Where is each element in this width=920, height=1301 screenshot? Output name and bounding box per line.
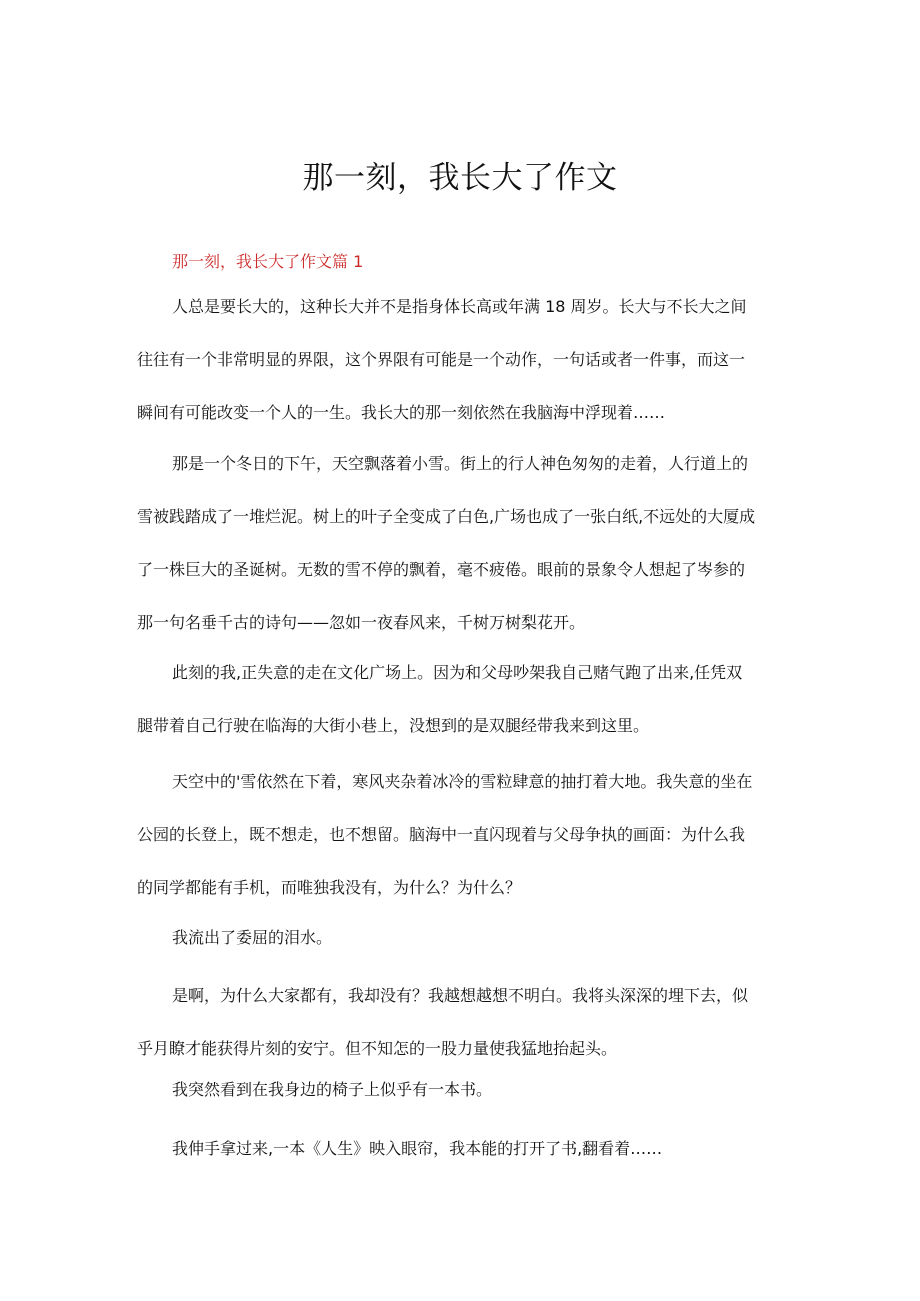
paragraph-8: [137, 1122, 787, 1175]
paragraph-6: [137, 969, 787, 1075]
paragraph-line: 我突然看到在我身边的椅子上似乎有一本书。: [172, 1080, 493, 1099]
paragraph-line: 腿带着自己行驶在临海的大街小巷上，没想到的是双腿经带我来到这里。: [137, 716, 650, 735]
paragraph-7: [137, 1063, 787, 1116]
paragraph-line: 瞬间有可能改变一个人的一生。我长大的那一刻依然在我脑海中浮现着……: [137, 403, 666, 422]
paragraph-line: 了一株巨大的圣诞树。无数的雪不停的飘着，毫不疲倦。眼前的景象令人想起了岑参的: [137, 560, 746, 579]
paragraph-3: [137, 646, 787, 752]
paragraph-line: 是啊，为什么大家都有，我却没有？我越想越想不明白。我将头深深的埋下去，似: [172, 986, 749, 1005]
paragraph-line: 我流出了委屈的泪水。: [172, 928, 333, 947]
paragraph-line: 天空中的'雪依然在下着，寒风夹杂着冰冷的雪粒肆意的抽打着大地。我失意的坐在: [172, 772, 753, 791]
paragraph-line: 那是一个冬日的下午，天空飘落着小雪。街上的行人神色匆匆的走着，人行道上的: [172, 454, 749, 473]
paragraph-1: [137, 280, 787, 439]
paragraph-line: 那一句名垂千古的诗句——忽如一夜春风来，千树万树梨花开。: [137, 613, 586, 632]
paragraph-5: [137, 911, 787, 964]
paragraph-line: 的同学都能有手机，而唯独我没有，为什么？为什么？: [137, 878, 522, 897]
paragraph-line: 公园的长登上，既不想走，也不想留。脑海中一直闪现着与父母争执的画面：为什么我: [137, 825, 746, 844]
paragraph-line: 往往有一个非常明显的界限，这个界限有可能是一个动作，一句话或者一件事，而这一: [137, 350, 746, 369]
paragraph-2: [137, 437, 787, 649]
paragraph-line: 我伸手拿过来,一本《人生》映入眼帘，我本能的打开了书,翻看着……: [172, 1139, 663, 1158]
section-title: 那一刻，我长大了作文篇 1: [172, 252, 364, 271]
page-title: 那一刻，我长大了作文: [302, 160, 618, 196]
paragraph-line: 此刻的我,正失意的走在文化广场上。因为和父母吵架我自己赌气跑了出来,任凭双: [172, 663, 743, 682]
paragraph-line: 雪被践踏成了一堆烂泥。树上的叶子全变成了白色,广场也成了一张白纸,不远处的大厦成: [137, 507, 756, 526]
paragraph-line: 人总是要长大的，这种长大并不是指身体长高或年满 18 周岁。长大与不长大之间: [172, 297, 747, 316]
paragraph-line: 乎月瞭才能获得片刻的安宁。但不知怎的一股力量使我猛地抬起头。: [137, 1039, 618, 1058]
paragraph-4: [137, 755, 787, 914]
